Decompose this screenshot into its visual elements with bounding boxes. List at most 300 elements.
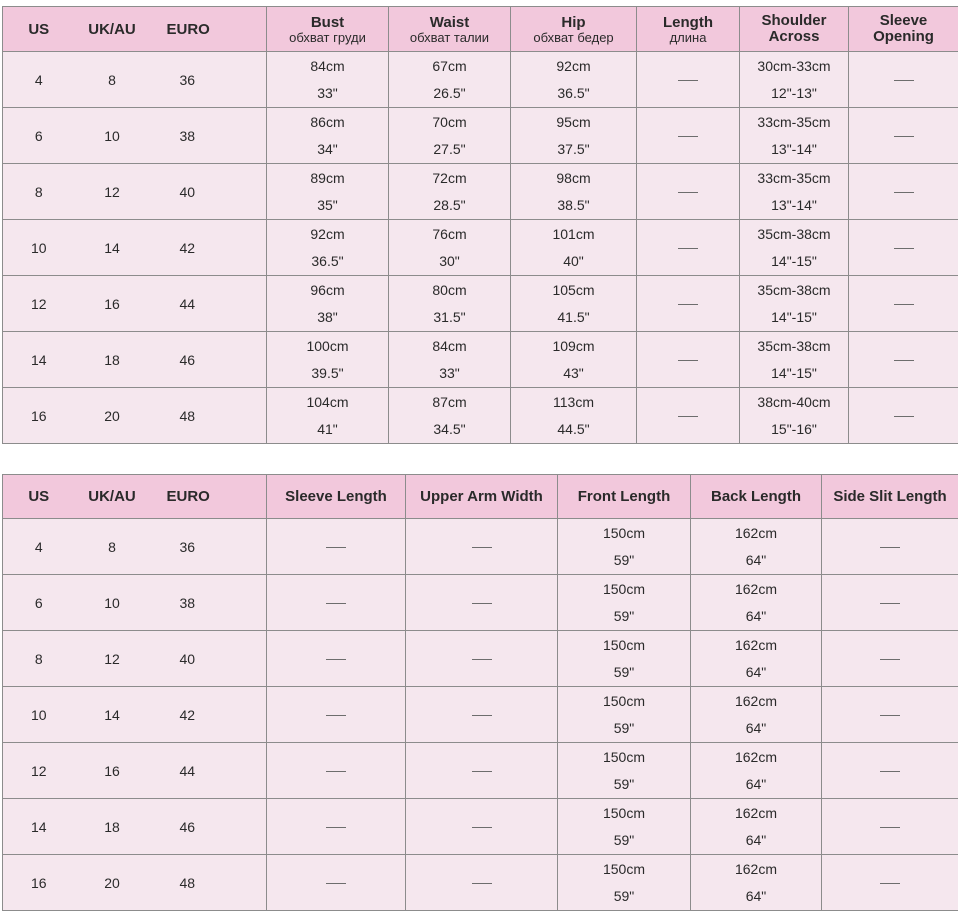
cell-upper-arm-width: [406, 743, 558, 799]
cell-bust: [267, 164, 389, 220]
value-us: 12: [30, 762, 47, 779]
cell-sleeve-length: [267, 631, 406, 687]
size-chart-table-2: [2, 474, 958, 911]
value-hip-in: 37.5": [557, 140, 590, 157]
header-euro: EURO: [150, 475, 267, 519]
cell-length: [637, 332, 740, 388]
value-bust-in: 33": [317, 84, 338, 101]
cell-sleeve-length: [267, 575, 406, 631]
cell-euro: [150, 519, 267, 575]
header-back-length: Back Length: [691, 475, 822, 519]
value-shoulder-cm: 38cm-40cm: [757, 393, 831, 410]
cell-hip: [511, 52, 637, 108]
value-euro: 40: [179, 183, 196, 200]
value-front-in: 59": [613, 887, 635, 904]
value-hip-in: 40": [563, 252, 584, 269]
value-waist-cm: 87cm: [432, 393, 467, 410]
cell-waist: [389, 332, 511, 388]
value-front-cm: 150cm: [602, 524, 646, 541]
value-back-in: 64": [745, 719, 767, 736]
cell-bust: [267, 220, 389, 276]
cell-us: [3, 855, 75, 911]
value-front-cm: 150cm: [602, 692, 646, 709]
value-waist-cm: 67cm: [432, 57, 467, 74]
cell-shoulder-across: [740, 108, 849, 164]
value-euro: 38: [179, 127, 196, 144]
value-back-cm: 162cm: [734, 636, 778, 653]
cell-length: [637, 276, 740, 332]
cell-front-length: [558, 855, 691, 911]
cell-back-length: [691, 687, 822, 743]
not-applicable-dash: [880, 771, 900, 772]
value-us: 6: [34, 127, 43, 144]
value-shoulder-cm: 35cm-38cm: [757, 337, 831, 354]
cell-shoulder-across: [740, 276, 849, 332]
cell-side-slit-length: [822, 519, 958, 575]
value-back-in: 64": [745, 607, 767, 624]
value-us: 16: [30, 874, 47, 891]
value-shoulder-cm: 33cm-35cm: [757, 169, 831, 186]
value-euro: 40: [179, 650, 196, 667]
table-row: [3, 743, 958, 799]
not-applicable-dash: [472, 715, 492, 716]
cell-back-length: [691, 575, 822, 631]
cell-waist: [389, 220, 511, 276]
header-us: US: [3, 475, 75, 519]
value-waist-in: 27.5": [433, 140, 466, 157]
value-back-in: 64": [745, 831, 767, 848]
value-hip-cm: 105cm: [552, 281, 595, 298]
header-shoulder-across: Shoulder Across: [740, 7, 849, 52]
value-euro: 36: [179, 71, 196, 88]
cell-side-slit-length: [822, 575, 958, 631]
cell-uk-au: [75, 799, 150, 855]
cell-euro: [150, 108, 267, 164]
table-row: [3, 687, 958, 743]
value-shoulder-in: 12"-13": [771, 84, 817, 101]
cell-upper-arm-width: [406, 855, 558, 911]
not-applicable-dash: [678, 192, 698, 193]
cell-us: [3, 799, 75, 855]
cell-sleeve-length: [267, 743, 406, 799]
not-applicable-dash: [894, 192, 914, 193]
cell-length: [637, 52, 740, 108]
cell-us: [3, 743, 75, 799]
value-uk-au: 8: [108, 538, 116, 555]
table-header-row: [3, 475, 958, 519]
value-euro: 46: [179, 351, 196, 368]
header-length: Length длина: [637, 7, 740, 52]
cell-sleeve-length: [267, 519, 406, 575]
value-hip-cm: 109cm: [552, 337, 595, 354]
value-euro: 48: [179, 874, 196, 891]
cell-uk-au: [75, 220, 150, 276]
value-hip-cm: 113cm: [553, 393, 594, 410]
value-euro: 42: [179, 706, 196, 723]
table-row: [3, 519, 958, 575]
value-front-in: 59": [613, 607, 635, 624]
cell-front-length: [558, 519, 691, 575]
cell-uk-au: [75, 332, 150, 388]
cell-hip: [511, 276, 637, 332]
not-applicable-dash: [678, 248, 698, 249]
cell-euro: [150, 743, 267, 799]
header-front-length: Front Length: [558, 475, 691, 519]
value-back-in: 64": [745, 551, 767, 568]
cell-us: [3, 52, 75, 108]
cell-uk-au: [75, 519, 150, 575]
cell-side-slit-length: [822, 687, 958, 743]
cell-us: [3, 631, 75, 687]
value-euro: 42: [179, 239, 196, 256]
cell-hip: [511, 108, 637, 164]
value-hip-cm: 92cm: [556, 57, 591, 74]
cell-hip: [511, 332, 637, 388]
value-bust-cm: 86cm: [310, 113, 345, 130]
cell-waist: [389, 388, 511, 444]
table-row: [3, 276, 958, 332]
size-chart-table-1: [2, 6, 958, 444]
cell-front-length: [558, 743, 691, 799]
header-hip: Hip обхват бедер: [511, 7, 637, 52]
value-hip-in: 43": [563, 364, 584, 381]
value-euro: 44: [179, 295, 196, 312]
cell-us: [3, 519, 75, 575]
value-bust-in: 36.5": [311, 252, 344, 269]
cell-upper-arm-width: [406, 575, 558, 631]
value-uk-au: 14: [104, 239, 120, 256]
cell-upper-arm-width: [406, 631, 558, 687]
cell-waist: [389, 164, 511, 220]
header-us: US: [3, 7, 75, 52]
not-applicable-dash: [894, 304, 914, 305]
cell-waist: [389, 276, 511, 332]
header-side-slit-length: Side Slit Length: [822, 475, 958, 519]
cell-sleeve-length: [267, 799, 406, 855]
value-us: 4: [34, 71, 43, 88]
value-shoulder-in: 14"-15": [771, 308, 817, 325]
value-uk-au: 14: [104, 706, 120, 723]
value-euro: 38: [179, 594, 196, 611]
cell-waist: [389, 52, 511, 108]
cell-sleeve-length: [267, 855, 406, 911]
not-applicable-dash: [472, 771, 492, 772]
cell-uk-au: [75, 687, 150, 743]
cell-side-slit-length: [822, 743, 958, 799]
cell-shoulder-across: [740, 164, 849, 220]
value-waist-in: 30": [439, 252, 460, 269]
not-applicable-dash: [678, 80, 698, 81]
value-shoulder-in: 15"-16": [771, 420, 817, 437]
value-uk-au: 8: [108, 71, 116, 88]
value-shoulder-cm: 35cm-38cm: [757, 225, 831, 242]
cell-uk-au: [75, 52, 150, 108]
not-applicable-dash: [472, 659, 492, 660]
value-waist-cm: 72cm: [432, 169, 467, 186]
value-hip-cm: 95cm: [556, 113, 591, 130]
value-front-in: 59": [613, 663, 635, 680]
cell-bust: [267, 332, 389, 388]
value-bust-in: 39.5": [311, 364, 344, 381]
not-applicable-dash: [894, 80, 914, 81]
cell-euro: [150, 276, 267, 332]
cell-front-length: [558, 799, 691, 855]
value-back-cm: 162cm: [734, 860, 778, 877]
not-applicable-dash: [880, 603, 900, 604]
value-waist-in: 34.5": [433, 420, 466, 437]
value-back-cm: 162cm: [734, 804, 778, 821]
cell-sleeve-opening: [849, 52, 958, 108]
cell-shoulder-across: [740, 388, 849, 444]
cell-us: [3, 575, 75, 631]
value-euro: 44: [179, 762, 196, 779]
cell-sleeve-opening: [849, 108, 958, 164]
cell-uk-au: [75, 855, 150, 911]
cell-sleeve-length: [267, 687, 406, 743]
value-bust-cm: 92cm: [310, 225, 345, 242]
value-us: 8: [34, 183, 43, 200]
value-waist-cm: 84cm: [432, 337, 467, 354]
value-waist-in: 26.5": [433, 84, 466, 101]
value-uk-au: 18: [104, 818, 120, 835]
cell-us: [3, 108, 75, 164]
value-waist-cm: 70cm: [432, 113, 467, 130]
value-back-in: 64": [745, 887, 767, 904]
value-shoulder-cm: 30cm-33cm: [757, 57, 831, 74]
value-hip-in: 38.5": [557, 196, 590, 213]
value-bust-in: 41": [317, 420, 338, 437]
value-waist-cm: 80cm: [432, 281, 467, 298]
cell-bust: [267, 388, 389, 444]
not-applicable-dash: [894, 136, 914, 137]
value-us: 10: [30, 239, 47, 256]
not-applicable-dash: [894, 360, 914, 361]
not-applicable-dash: [326, 603, 346, 604]
not-applicable-dash: [678, 304, 698, 305]
table-row: [3, 332, 958, 388]
value-us: 8: [34, 650, 43, 667]
value-front-cm: 150cm: [602, 860, 646, 877]
cell-back-length: [691, 799, 822, 855]
header-bust: Bust обхват груди: [267, 7, 389, 52]
value-front-cm: 150cm: [602, 748, 646, 765]
cell-shoulder-across: [740, 220, 849, 276]
not-applicable-dash: [326, 715, 346, 716]
cell-shoulder-across: [740, 52, 849, 108]
value-us: 14: [30, 351, 47, 368]
cell-uk-au: [75, 388, 150, 444]
cell-side-slit-length: [822, 799, 958, 855]
cell-euro: [150, 799, 267, 855]
cell-us: [3, 220, 75, 276]
not-applicable-dash: [678, 136, 698, 137]
value-back-cm: 162cm: [734, 748, 778, 765]
table-row: [3, 575, 958, 631]
value-waist-cm: 76cm: [432, 225, 467, 242]
cell-bust: [267, 108, 389, 164]
cell-euro: [150, 332, 267, 388]
not-applicable-dash: [472, 603, 492, 604]
cell-hip: [511, 388, 637, 444]
table-row: [3, 631, 958, 687]
value-back-cm: 162cm: [734, 692, 778, 709]
header-uk-au: UK/AU: [75, 475, 150, 519]
cell-euro: [150, 631, 267, 687]
cell-front-length: [558, 687, 691, 743]
value-bust-in: 35": [317, 196, 338, 213]
value-front-in: 59": [613, 775, 635, 792]
cell-sleeve-opening: [849, 332, 958, 388]
cell-euro: [150, 687, 267, 743]
value-euro: 46: [179, 818, 196, 835]
cell-hip: [511, 220, 637, 276]
cell-length: [637, 164, 740, 220]
value-us: 10: [30, 706, 47, 723]
table-row: [3, 855, 958, 911]
value-uk-au: 20: [104, 407, 120, 424]
value-shoulder-in: 13"-14": [771, 140, 817, 157]
table-row: [3, 52, 958, 108]
value-hip-in: 41.5": [557, 308, 590, 325]
cell-hip: [511, 164, 637, 220]
value-hip-in: 36.5": [557, 84, 590, 101]
header-upper-arm-width: Upper Arm Width: [406, 475, 558, 519]
value-bust-cm: 84cm: [310, 57, 345, 74]
cell-upper-arm-width: [406, 799, 558, 855]
cell-euro: [150, 220, 267, 276]
table-row: [3, 220, 958, 276]
cell-sleeve-opening: [849, 164, 958, 220]
cell-us: [3, 332, 75, 388]
table-row: [3, 388, 958, 444]
value-shoulder-in: 13"-14": [771, 196, 817, 213]
value-back-cm: 162cm: [734, 524, 778, 541]
table-row: [3, 799, 958, 855]
cell-euro: [150, 855, 267, 911]
not-applicable-dash: [326, 771, 346, 772]
cell-uk-au: [75, 575, 150, 631]
value-us: 4: [34, 538, 43, 555]
value-uk-au: 18: [104, 351, 120, 368]
value-front-in: 59": [613, 831, 635, 848]
value-bust-cm: 104cm: [306, 393, 349, 410]
value-waist-in: 31.5": [433, 308, 466, 325]
value-hip-cm: 101cm: [552, 225, 595, 242]
value-bust-in: 38": [317, 308, 338, 325]
cell-euro: [150, 575, 267, 631]
cell-euro: [150, 388, 267, 444]
cell-euro: [150, 164, 267, 220]
not-applicable-dash: [678, 416, 698, 417]
not-applicable-dash: [326, 547, 346, 548]
table-header-row: [3, 7, 958, 52]
value-uk-au: 16: [104, 295, 120, 312]
cell-uk-au: [75, 276, 150, 332]
value-bust-cm: 100cm: [306, 337, 349, 354]
table-row: [3, 164, 958, 220]
value-shoulder-cm: 33cm-35cm: [757, 113, 831, 130]
header-sleeve-length: Sleeve Length: [267, 475, 406, 519]
cell-side-slit-length: [822, 855, 958, 911]
value-hip-in: 44.5": [557, 420, 590, 437]
cell-sleeve-opening: [849, 388, 958, 444]
cell-side-slit-length: [822, 631, 958, 687]
value-uk-au: 10: [104, 594, 120, 611]
cell-back-length: [691, 743, 822, 799]
cell-length: [637, 108, 740, 164]
value-shoulder-in: 14"-15": [771, 252, 817, 269]
cell-back-length: [691, 519, 822, 575]
cell-upper-arm-width: [406, 519, 558, 575]
value-front-cm: 150cm: [602, 636, 646, 653]
value-back-in: 64": [745, 775, 767, 792]
value-uk-au: 10: [104, 127, 120, 144]
not-applicable-dash: [880, 827, 900, 828]
value-front-in: 59": [613, 719, 635, 736]
cell-uk-au: [75, 108, 150, 164]
value-bust-cm: 89cm: [310, 169, 345, 186]
cell-sleeve-opening: [849, 276, 958, 332]
value-shoulder-cm: 35cm-38cm: [757, 281, 831, 298]
not-applicable-dash: [894, 416, 914, 417]
value-uk-au: 16: [104, 762, 120, 779]
value-us: 16: [30, 407, 47, 424]
value-waist-in: 28.5": [433, 196, 466, 213]
cell-back-length: [691, 855, 822, 911]
value-us: 6: [34, 594, 43, 611]
value-uk-au: 20: [104, 874, 120, 891]
not-applicable-dash: [326, 883, 346, 884]
cell-waist: [389, 108, 511, 164]
not-applicable-dash: [472, 547, 492, 548]
cell-us: [3, 276, 75, 332]
value-uk-au: 12: [104, 183, 120, 200]
cell-upper-arm-width: [406, 687, 558, 743]
table-row: [3, 108, 958, 164]
cell-sleeve-opening: [849, 220, 958, 276]
not-applicable-dash: [472, 827, 492, 828]
value-waist-in: 33": [439, 364, 460, 381]
not-applicable-dash: [880, 659, 900, 660]
header-sleeve-opening: Sleeve Opening: [849, 7, 958, 52]
value-hip-cm: 98cm: [556, 169, 591, 186]
value-euro: 48: [179, 407, 196, 424]
header-waist: Waist обхват талии: [389, 7, 511, 52]
not-applicable-dash: [678, 360, 698, 361]
cell-shoulder-across: [740, 332, 849, 388]
not-applicable-dash: [326, 659, 346, 660]
cell-euro: [150, 52, 267, 108]
cell-uk-au: [75, 631, 150, 687]
value-front-cm: 150cm: [602, 804, 646, 821]
value-shoulder-in: 14"-15": [771, 364, 817, 381]
not-applicable-dash: [472, 883, 492, 884]
value-us: 14: [30, 818, 47, 835]
cell-length: [637, 388, 740, 444]
value-back-in: 64": [745, 663, 767, 680]
cell-uk-au: [75, 164, 150, 220]
not-applicable-dash: [880, 547, 900, 548]
not-applicable-dash: [894, 248, 914, 249]
value-bust-in: 34": [317, 140, 338, 157]
value-back-cm: 162cm: [734, 580, 778, 597]
value-uk-au: 12: [104, 650, 120, 667]
header-euro: EURO: [150, 7, 267, 52]
value-euro: 36: [179, 538, 196, 555]
cell-uk-au: [75, 743, 150, 799]
cell-us: [3, 388, 75, 444]
cell-back-length: [691, 631, 822, 687]
